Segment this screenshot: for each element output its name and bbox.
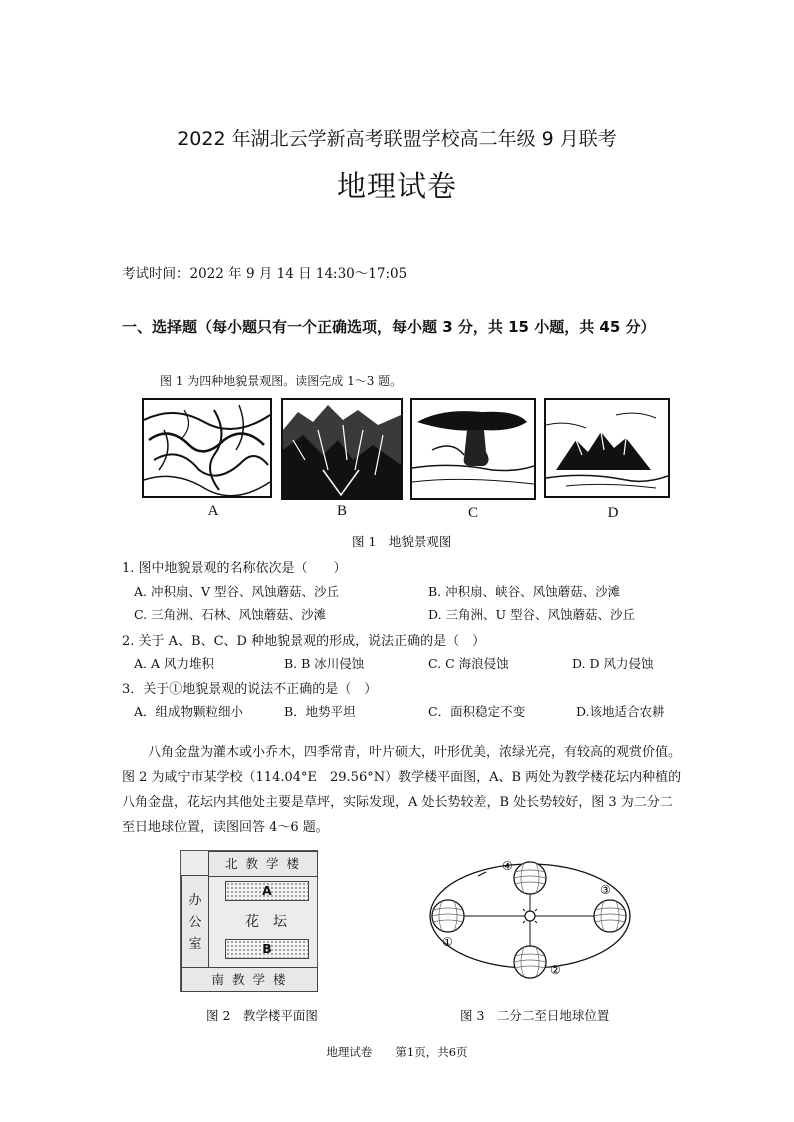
- label-b: B: [262, 941, 272, 956]
- question-3-stem: 3．关于①地貌景观的说法不正确的是（ ）: [122, 682, 378, 697]
- question-1-option-d: D. 三角洲、U 型谷、风蚀蘑菇、沙丘: [428, 607, 636, 622]
- flowerbed-area-a: [225, 881, 309, 901]
- question-2-option-a: A. A 风力堆积: [134, 656, 214, 671]
- exam-title: 2022 年湖北云学新高考联盟学校高二年级 9 月联考: [177, 128, 617, 150]
- earth-orbit-diagram: [420, 848, 640, 988]
- position-label-3: ③: [600, 883, 611, 897]
- figure1-caption: 图 1 地貌景观图: [352, 534, 452, 549]
- earth-globe-right: [594, 900, 626, 932]
- label-a: A: [262, 883, 272, 898]
- group1-intro: 图 1 为四种地貌景观图。读图完成 1～3 题。: [160, 374, 403, 388]
- landform-picture-a: [142, 398, 272, 498]
- landform-picture-c: [410, 398, 536, 500]
- question-1-stem: 1. 图中地貌景观的名称依次是（ ）: [122, 561, 347, 576]
- building-plan: [180, 850, 318, 992]
- question-3-option-c: C．面积稳定不变: [428, 704, 526, 719]
- group2-paragraph: 八角金盘为灌木或小乔木，四季常青，叶片硕大，叶形优美，浓绿光亮，有较高的观赏价值。图 2 为咸宁市某学校（114.04°E 29.56°N）教学楼平面图，A、B 两处为教学楼花坛内种植的八角金盘，花坛内其他处主要是草坪，实际发现，A 处长势较差，B 处长势较好，图 3 为二分二至日地球位置，读图回答 4～6 题。: [122, 745, 682, 835]
- sun-icon: [520, 906, 540, 926]
- position-label-4: ④: [502, 859, 513, 873]
- earth-globe-bottom: [514, 946, 546, 978]
- north-building: 北 教 学 楼: [208, 851, 318, 877]
- subject-title: 地理试卷: [336, 169, 457, 203]
- landform-picture-d: [544, 398, 670, 498]
- south-building: 南 教 学 楼: [181, 967, 318, 992]
- question-2-option-d: D. D 风力侵蚀: [572, 656, 654, 671]
- question-2-stem: 2. 关于 A、B、C、D 种地貌景观的形成，说法正确的是（ ）: [122, 634, 486, 649]
- panel-label-a: A: [207, 503, 219, 519]
- flowerbed-area-b: [225, 939, 309, 959]
- question-3-option-a: A．组成物颗粒细小: [134, 704, 244, 719]
- figure2-caption: 图 2 教学楼平面图: [206, 1008, 318, 1023]
- position-label-1: ①: [442, 935, 453, 949]
- earth-globe-top: [514, 862, 546, 894]
- question-1-option-a: A. 冲积扇、V 型谷、风蚀蘑菇、沙丘: [134, 584, 339, 599]
- panel-label-b: B: [336, 503, 347, 519]
- landform-picture-b: [281, 398, 403, 500]
- section-heading: 一、选择题（每小题只有一个正确选项，每小题 3 分，共 15 小题，共 45 分）: [122, 318, 656, 336]
- question-1-option-b: B. 冲积扇、峡谷、风蚀蘑菇、沙滩: [428, 584, 621, 599]
- question-2-option-c: C. C 海浪侵蚀: [428, 656, 509, 671]
- question-2-option-b: B. B 冰川侵蚀: [284, 656, 365, 671]
- figure3-caption: 图 3 二分二至日地球位置: [460, 1008, 610, 1023]
- question-1-option-c: C. 三角洲、石林、风蚀蘑菇、沙滩: [134, 607, 327, 622]
- position-label-2: ②: [550, 963, 561, 977]
- question-3-option-b: B．地势平坦: [284, 704, 356, 719]
- earth-globe-left: [432, 900, 464, 932]
- panel-label-c: C: [467, 505, 478, 521]
- office-label: 办公室: [188, 893, 202, 952]
- question-3-option-d: D.该地适合农耕: [576, 704, 665, 719]
- flowerbed-label: 花 坛: [245, 914, 287, 930]
- exam-time: 考试时间：2022 年 9 月 14 日 14:30～17:05: [122, 266, 408, 282]
- page-footer: 地理试卷 第1页，共6页: [326, 1045, 468, 1059]
- orbit-arrow-icon: [478, 872, 486, 876]
- panel-label-d: D: [607, 505, 619, 521]
- office-block: [181, 875, 209, 969]
